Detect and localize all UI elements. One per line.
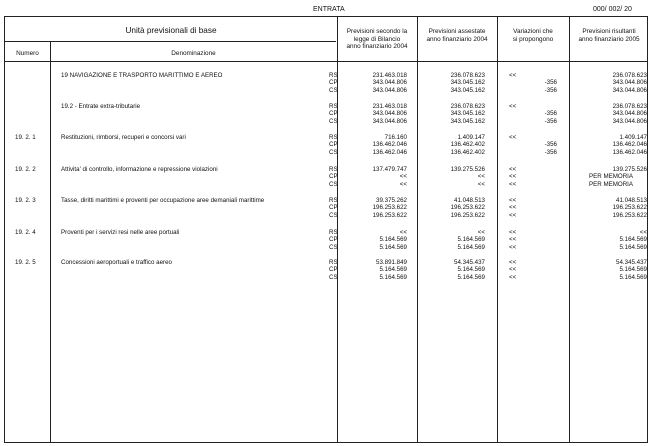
code-label: RS — [329, 166, 338, 173]
header-bottom-line — [5, 61, 647, 62]
value-cell: 136.462.402 — [450, 148, 485, 156]
value-cell: 343.044.806 — [612, 79, 647, 87]
value-cell: 1.409.147 — [619, 134, 647, 141]
value-cell: 5.164.569 — [457, 243, 485, 251]
value-cell: 343.044.806 — [372, 86, 407, 94]
value-cell: 196.253.622 — [372, 211, 407, 219]
value-cell: 5.164.569 — [379, 236, 407, 244]
value-cell: 343.045.162 — [450, 86, 485, 94]
value-cell: << — [509, 229, 517, 236]
value-cell: -356 — [544, 110, 557, 118]
value-cell: << — [509, 173, 517, 181]
value-cell: PER MEMORIA — [589, 180, 634, 188]
row-col3 — [497, 229, 569, 251]
value-cell: 231.463.018 — [372, 103, 407, 110]
value-cell: 136.462.046 — [372, 148, 407, 156]
value-cell: << — [509, 259, 517, 266]
value-cell: -356 — [544, 148, 557, 156]
value-cell: << — [509, 236, 517, 244]
row-col1 — [337, 197, 407, 219]
page-number: 000/ 002/ 20 — [593, 6, 632, 13]
value-cell: 343.044.806 — [612, 110, 647, 118]
value-cell: 196.253.622 — [612, 204, 647, 212]
header-divider — [5, 41, 336, 42]
value-cell: 343.045.162 — [450, 79, 485, 87]
row-denominazione: Proventi per i servizi resi nelle aree portuali — [61, 229, 180, 236]
header-col1: Previsioni secondo la legge di Bilancio anno finanziario 2004 — [346, 28, 408, 51]
row-denominazione: 19.2 - Entrate extra-tributarie — [61, 103, 141, 110]
value-cell: << — [639, 229, 647, 236]
code-label: CS — [329, 180, 338, 188]
value-cell: 343.044.806 — [372, 117, 407, 125]
code-label: CP — [329, 173, 338, 181]
row-denominazione: Restituzioni, rimborsi, recuperi e concorsi vari — [61, 134, 186, 141]
row-col4 — [569, 259, 647, 281]
code-label: RS — [329, 229, 338, 236]
value-cell: 5.164.569 — [379, 243, 407, 251]
value-cell: 5.164.569 — [457, 236, 485, 244]
row-numero: 19. 2. 3 — [15, 197, 36, 204]
value-cell: 343.044.806 — [372, 110, 407, 118]
value-cell: << — [509, 211, 517, 219]
row-col1 — [337, 166, 407, 188]
code-label: CP — [329, 266, 338, 274]
value-cell: 41.048.513 — [454, 197, 485, 204]
row-col3 — [497, 134, 569, 156]
row-numero: 19. 2. 2 — [15, 166, 36, 173]
value-cell: << — [509, 166, 517, 173]
row-col3 — [497, 72, 569, 94]
value-cell: << — [509, 243, 517, 251]
row-numero: 19. 2. 1 — [15, 134, 36, 141]
row-col1 — [337, 229, 407, 251]
header-numero: Numero — [16, 50, 39, 57]
code-label: CS — [329, 117, 338, 125]
value-cell: 343.044.806 — [372, 79, 407, 87]
value-cell: 231.463.018 — [372, 72, 407, 79]
value-cell: << — [477, 180, 485, 188]
row-col4 — [569, 166, 647, 188]
value-cell: 136.462.046 — [372, 141, 407, 149]
value-cell: 716.160 — [384, 134, 407, 141]
value-cell: << — [477, 173, 485, 181]
value-cell: 5.164.569 — [619, 236, 647, 244]
row-col2 — [417, 72, 485, 94]
header-col3: Variazioni che si propongono — [512, 28, 554, 43]
row-denominazione: 19 NAVIGAZIONE E TRASPORTO MARITTIMO E AEREO — [61, 72, 223, 79]
code-label: RS — [329, 197, 338, 204]
value-cell: 343.045.162 — [450, 117, 485, 125]
value-cell: << — [509, 72, 517, 79]
value-cell: -356 — [544, 86, 557, 94]
value-cell: 343.044.806 — [612, 117, 647, 125]
code-label: RS — [329, 103, 338, 110]
value-cell: 196.253.622 — [450, 204, 485, 212]
code-label: RS — [329, 134, 338, 141]
value-cell: 236.078.623 — [450, 103, 485, 110]
value-cell: << — [399, 180, 407, 188]
value-cell: 5.164.569 — [457, 273, 485, 281]
value-cell: 39.375.262 — [376, 197, 407, 204]
value-cell: 53.891.849 — [376, 259, 407, 266]
row-col4 — [569, 197, 647, 219]
code-label: CP — [329, 79, 338, 87]
value-cell: 5.164.569 — [619, 243, 647, 251]
value-cell: 196.253.622 — [372, 204, 407, 212]
row-numero: 19. 2. 5 — [15, 259, 36, 266]
row-col1 — [337, 72, 407, 94]
row-col3 — [497, 259, 569, 281]
row-col2 — [417, 103, 485, 125]
code-label: CS — [329, 243, 338, 251]
row-col2 — [417, 166, 485, 188]
value-cell: << — [509, 273, 517, 281]
value-cell: 5.164.569 — [379, 273, 407, 281]
value-cell: -356 — [544, 141, 557, 149]
code-label: CP — [329, 141, 338, 149]
value-cell: 41.048.513 — [616, 197, 647, 204]
value-cell: << — [509, 134, 517, 141]
row-col1 — [337, 134, 407, 156]
row-col4 — [569, 103, 647, 125]
code-label: RS — [329, 259, 338, 266]
row-denominazione: Attivita' di controllo, informazione e repressione violazioni — [61, 166, 218, 173]
row-numero: 19. 2. 4 — [15, 229, 36, 236]
value-cell: << — [509, 103, 517, 110]
value-cell: 5.164.569 — [379, 266, 407, 274]
value-cell: 136.462.046 — [612, 141, 647, 149]
row-col3 — [497, 197, 569, 219]
page-title: ENTRATA — [313, 6, 345, 13]
value-cell: 343.045.162 — [450, 110, 485, 118]
value-cell: 136.462.402 — [450, 141, 485, 149]
header-col2: Previsioni assestate anno finanziario 2004 — [426, 28, 488, 43]
code-label: CS — [329, 273, 338, 281]
row-col1 — [337, 259, 407, 281]
value-cell: -356 — [544, 79, 557, 87]
value-cell: 54.345.437 — [616, 259, 647, 266]
value-cell: << — [509, 180, 517, 188]
code-label: CP — [329, 236, 338, 244]
row-col3 — [497, 166, 569, 188]
value-cell: 5.164.569 — [619, 266, 647, 274]
row-col4 — [569, 229, 647, 251]
row-col2 — [417, 134, 485, 156]
code-label: CS — [329, 211, 338, 219]
code-label: CS — [329, 86, 338, 94]
code-label: RS — [329, 72, 338, 79]
value-cell: 5.164.569 — [619, 273, 647, 281]
header-unita: Unità previsionali di base — [125, 26, 217, 35]
row-denominazione: Tasse, diritti marittimi e proventi per occupazione aree demaniali marittime — [61, 197, 265, 204]
value-cell: 54.345.437 — [454, 259, 485, 266]
col-divider — [50, 41, 51, 442]
value-cell: << — [509, 204, 517, 212]
value-cell: 236.078.623 — [612, 72, 647, 79]
value-cell: << — [477, 229, 485, 236]
value-cell: 139.275.526 — [612, 166, 647, 173]
value-cell: -356 — [544, 117, 557, 125]
value-cell: 196.253.622 — [450, 211, 485, 219]
value-cell: 236.078.623 — [450, 72, 485, 79]
row-col2 — [417, 259, 485, 281]
value-cell: 196.253.622 — [612, 211, 647, 219]
code-label: CP — [329, 204, 338, 212]
value-cell: 137.479.747 — [372, 166, 407, 173]
row-col3 — [497, 103, 569, 125]
row-col4 — [569, 134, 647, 156]
code-label: CS — [329, 148, 338, 156]
value-cell: << — [399, 229, 407, 236]
budget-table — [4, 16, 648, 443]
value-cell: PER MEMORIA — [589, 173, 634, 181]
value-cell: << — [399, 173, 407, 181]
header-col4: Previsioni risultanti anno finanziario 2005 — [578, 28, 640, 43]
code-label: CP — [329, 110, 338, 118]
value-cell: << — [509, 266, 517, 274]
value-cell: << — [509, 197, 517, 204]
value-cell: 236.078.623 — [612, 103, 647, 110]
row-col2 — [417, 229, 485, 251]
row-col4 — [569, 72, 647, 94]
header-denominazione: Denominazione — [171, 50, 216, 57]
value-cell: 1.409.147 — [457, 134, 485, 141]
row-col2 — [417, 197, 485, 219]
row-denominazione: Concessioni aeroportuali e traffico aereo — [61, 259, 172, 266]
value-cell: 139.275.526 — [450, 166, 485, 173]
row-col1 — [337, 103, 407, 125]
value-cell: 136.462.046 — [612, 148, 647, 156]
value-cell: 343.044.806 — [612, 86, 647, 94]
value-cell: 5.164.569 — [457, 266, 485, 274]
